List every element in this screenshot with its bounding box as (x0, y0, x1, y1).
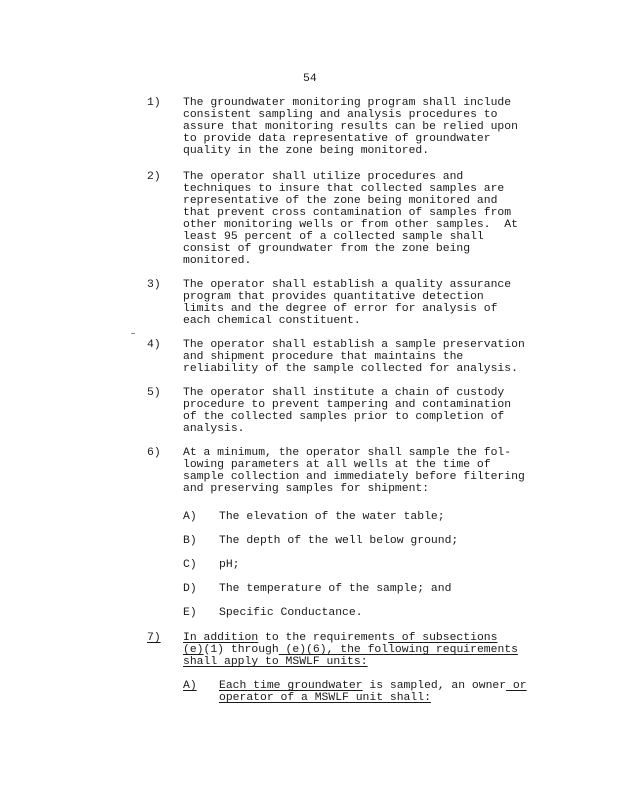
item-6-line-1: At a minimum, the operator shall sample the fol- (183, 447, 512, 459)
item-5-line-3: of the collected samples prior to completion of (183, 411, 505, 423)
subitem-e-number: E) (183, 607, 197, 619)
item-5-line-1: The operator shall institute a chain of custody (183, 387, 505, 399)
subitem-a-number: A) (183, 511, 197, 523)
item-1-number: 1) (147, 97, 161, 109)
page-number: 54 (303, 73, 317, 85)
item-4-line-3: reliability of the sample collected for analysis. (183, 363, 518, 375)
item-5-number: 5) (147, 387, 161, 399)
item-7-line-2-part-b: (1) through (203, 644, 279, 656)
item-1-line-4: to provide data representative of groundwater (183, 133, 491, 145)
item-1-line-1: The groundwater monitoring program shall include (183, 97, 512, 109)
item-7-line-1-part-c: s of subsections (388, 632, 498, 644)
item-3-line-2: program that provides quantitative detection (183, 291, 484, 303)
subitem-b-number: B) (183, 535, 197, 547)
subitem-a-text: The elevation of the water table; (219, 511, 445, 523)
item-2-line-3: representative of the zone being monitored and (183, 195, 498, 207)
scan-artifact (131, 333, 135, 334)
item-7-line-1 (183, 632, 497, 644)
item-7a-line-1-part-c: or (506, 680, 527, 692)
item-5-line-4: analysis. (183, 423, 245, 435)
item-7a-line-1-part-a: Each time groundwater (219, 680, 363, 692)
item-2-number: 2) (147, 171, 161, 183)
item-7-line-2 (183, 644, 518, 656)
item-2-line-6: least 95 percent of a collected sample shall (183, 231, 484, 243)
item-2-line-8: monitored. (183, 255, 252, 267)
item-6-line-2: lowing parameters at all wells at the time of (183, 459, 491, 471)
item-1-line-2: consistent sampling and analysis procedures to (183, 109, 498, 121)
item-7-line-2-part-c: (e)(6), the following requirements (278, 644, 518, 656)
item-7a-line-2: operator of a MSWLF unit shall: (219, 692, 431, 704)
subitem-e-text: Specific Conductance. (219, 607, 363, 619)
item-2-line-1: The operator shall utilize procedures and (183, 171, 464, 183)
item-5-line-2: procedure to prevent tampering and contamination (183, 399, 512, 411)
item-6-line-3: sample collection and immediately before filtering (183, 471, 525, 483)
subitem-d-text: The temperature of the sample; and (219, 583, 452, 595)
item-2-line-4: that prevent cross contamination of samples from (183, 207, 512, 219)
subitem-c-number: C) (183, 559, 197, 571)
item-2-line-2: techniques to insure that collected samples are (183, 183, 505, 195)
item-7-number: 7) (147, 632, 161, 644)
item-7a-number: A) (183, 680, 197, 692)
item-2-line-5: other monitoring wells or from other samples. At (183, 219, 518, 231)
item-7-line-2-part-a: (e) (183, 644, 204, 656)
item-3-number: 3) (147, 279, 161, 291)
item-2-line-7: consist of groundwater from the zone being (183, 243, 471, 255)
item-7a-line-1-part-b: is sampled, an owner (362, 680, 507, 692)
subitem-c-text: pH; (219, 559, 240, 571)
item-3-line-1: The operator shall establish a quality assurance (183, 279, 512, 291)
item-1-line-5: quality in the zone being monitored. (183, 145, 430, 157)
item-4-line-1: The operator shall establish a sample preservation (183, 339, 525, 351)
subitem-d-number: D) (183, 583, 197, 595)
item-7-line-1-part-b: to the requirement (258, 632, 389, 644)
item-4-line-2: and shipment procedure that maintains the (183, 351, 464, 363)
subitem-b-text: The depth of the well below ground; (219, 535, 459, 547)
item-6-number: 6) (147, 447, 161, 459)
item-1-line-3: assure that monitoring results can be relied upon (183, 121, 518, 133)
item-6-line-4: and preserving samples for shipment: (183, 483, 430, 495)
item-3-line-4: each chemical constituent. (183, 315, 361, 327)
item-4-number: 4) (147, 339, 161, 351)
item-7-line-3: shall apply to MSWLF units: (183, 656, 368, 668)
item-7-line-1-part-a: In addition (183, 632, 259, 644)
item-3-line-3: limits and the degree of error for analysis of (183, 303, 498, 315)
item-7a-line-1 (219, 680, 527, 692)
